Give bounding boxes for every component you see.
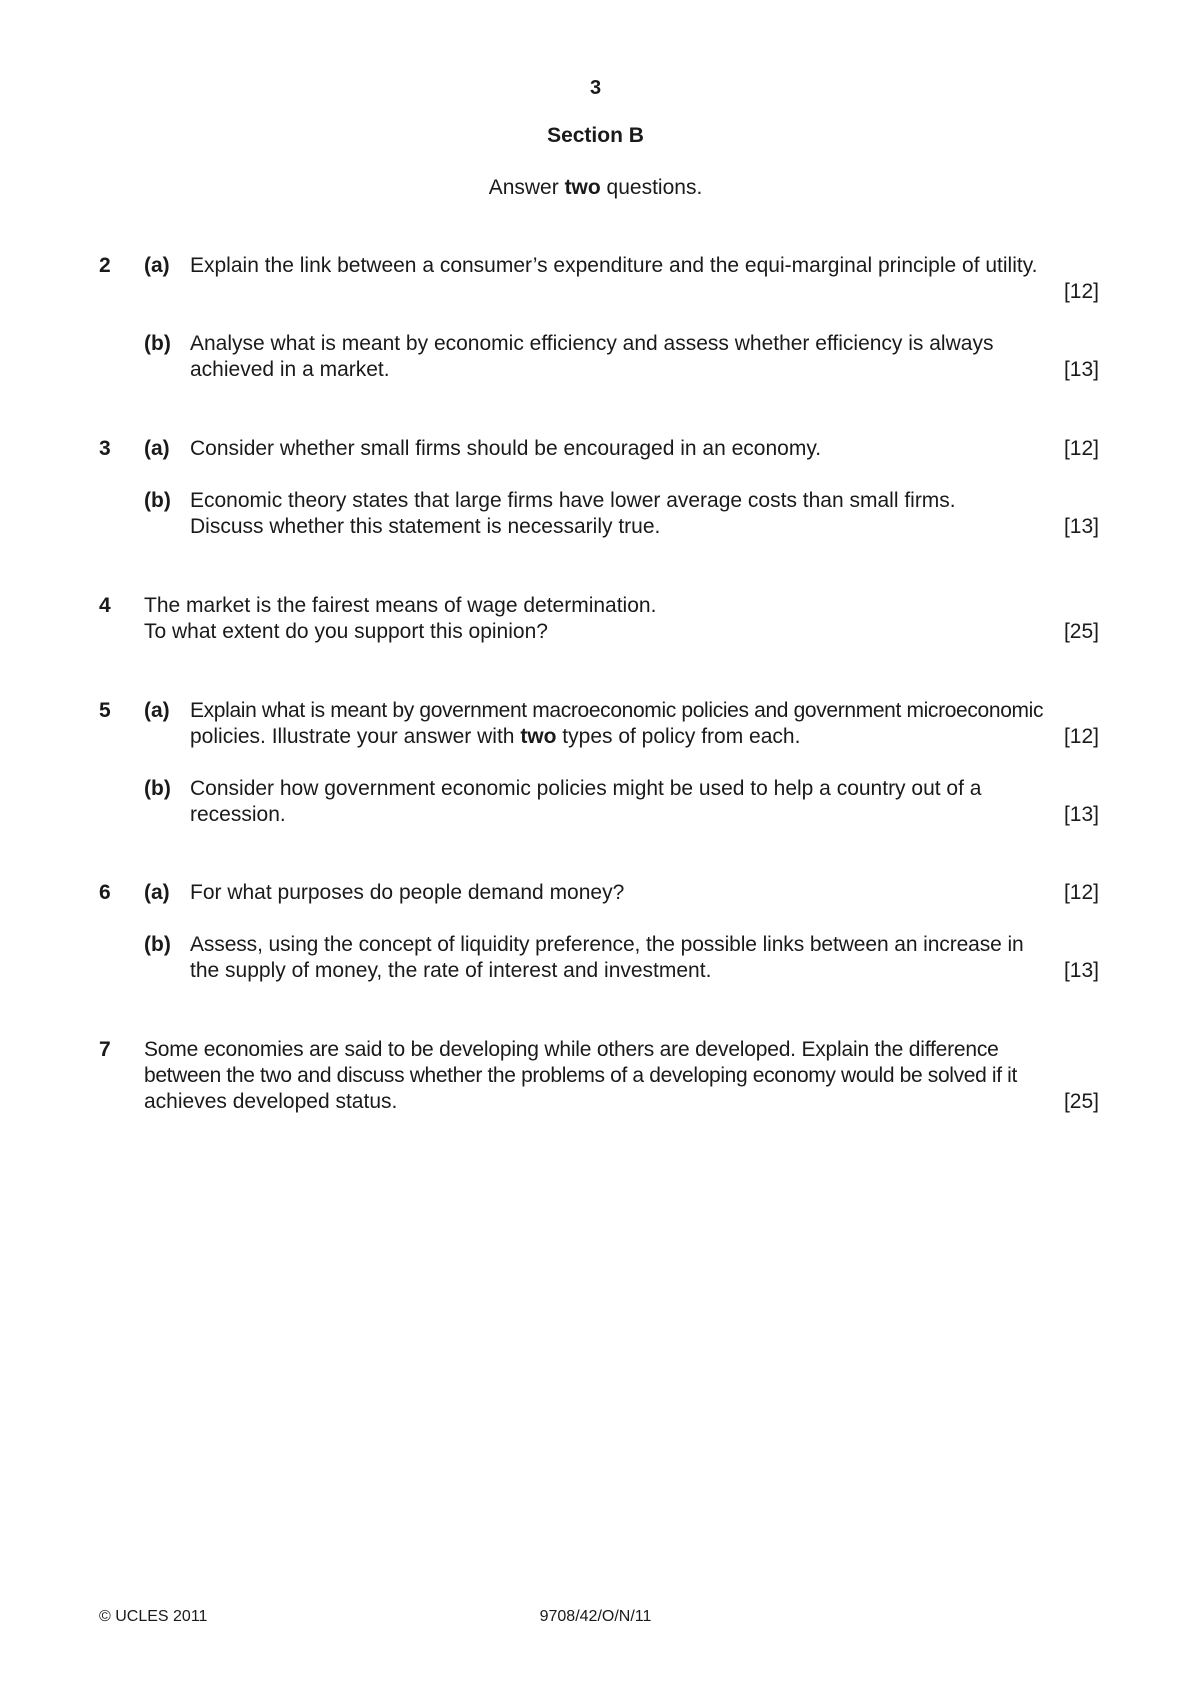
part-text — [190, 488, 1099, 540]
part-text-line: Analyse what is meant by economic efficiency and assess whether efficiency is always — [190, 332, 994, 355]
question-4 — [99, 593, 1099, 645]
text-segment: policies. Illustrate your answer with — [190, 725, 521, 748]
marks: [13] — [1063, 959, 1099, 982]
instruction-after: questions. — [600, 176, 703, 199]
part-text-line: recession. — [190, 803, 286, 826]
marks: [12] — [1063, 280, 1099, 303]
question-3 — [99, 436, 1099, 540]
part-text — [190, 253, 1099, 305]
part-text — [190, 436, 1099, 462]
part-label: (a) — [144, 881, 170, 904]
part-label: (a) — [144, 254, 170, 277]
part-label: (b) — [144, 332, 171, 355]
part-text — [190, 776, 1099, 828]
marks: [13] — [1063, 515, 1099, 538]
part-text-line: Explain the link between a consumer’s expenditure and the equi-marginal principle of utility. — [190, 254, 1038, 277]
part-label: (b) — [144, 489, 171, 512]
question-number: 3 — [99, 437, 111, 460]
part-text-line: Consider whether small firms should be encouraged in an economy. — [190, 437, 822, 460]
question-5 — [99, 698, 1099, 828]
part-text-line: Consider how government economic policies might be used to help a country out of a — [190, 777, 982, 800]
question-2 — [99, 253, 1099, 383]
question-part-a — [99, 698, 1099, 750]
question-number: 4 — [99, 594, 111, 617]
question-text-line: between the two and discuss whether the problems of a developing economy would be solved if it — [144, 1064, 1017, 1087]
instruction-bold: two — [564, 176, 601, 199]
part-text-line: For what purposes do people demand money? — [190, 881, 625, 904]
marks: [13] — [1063, 358, 1099, 381]
part-text-line: Assess, using the concept of liquidity preference, the possible links between an increase in — [190, 933, 1024, 956]
question-number: 2 — [99, 254, 111, 277]
marks: [13] — [1063, 803, 1099, 826]
instruction-before: Answer — [488, 176, 565, 199]
part-text — [190, 698, 1099, 750]
footer-paper-code: 9708/42/O/N/11 — [539, 1608, 652, 1625]
question-text-line: To what extent do you support this opinion? — [144, 620, 548, 643]
question-7 — [99, 1037, 1099, 1115]
question-text — [144, 593, 1099, 645]
part-text-line: Explain what is meant by government macroeconomic policies and government microeconomic — [190, 699, 1044, 722]
part-label: (b) — [144, 777, 171, 800]
marks: [12] — [1063, 881, 1099, 904]
question-text-line: Some economies are said to be developing while others are developed. Explain the difference — [144, 1038, 999, 1061]
question-number: 7 — [99, 1038, 111, 1061]
text-segment: types of policy from each. — [556, 725, 801, 748]
question-part-b — [99, 488, 1099, 540]
question-6 — [99, 880, 1099, 984]
part-label: (b) — [144, 933, 171, 956]
question-part-b — [99, 331, 1099, 383]
footer-copyright: © UCLES 2011 — [99, 1608, 208, 1625]
part-text-line: the supply of money, the rate of interest and investment. — [190, 959, 712, 982]
marks: [25] — [1063, 1090, 1099, 1113]
marks: [12] — [1063, 725, 1099, 748]
question-part-a — [99, 880, 1099, 906]
part-text — [190, 331, 1099, 383]
question-number: 6 — [99, 881, 111, 904]
part-text-line — [190, 724, 1048, 750]
part-text-line: Economic theory states that large firms have lower average costs than small firms. — [190, 489, 956, 512]
question-number: 5 — [99, 699, 111, 722]
part-label: (a) — [144, 437, 170, 460]
section-title: Section B — [547, 124, 644, 147]
part-text-line: achieved in a market. — [190, 358, 390, 381]
question-part-a — [99, 253, 1099, 305]
question-part-b — [99, 776, 1099, 828]
marks: [12] — [1063, 437, 1099, 460]
part-text — [190, 880, 1099, 906]
part-label: (a) — [144, 699, 170, 722]
question-text-line: The market is the fairest means of wage determination. — [144, 594, 657, 617]
page-number: 3 — [589, 77, 602, 99]
question-part-a — [99, 436, 1099, 462]
part-text-line: Discuss whether this statement is necessarily true. — [190, 515, 661, 538]
text-emphasis: two — [520, 725, 557, 748]
question-text — [144, 1037, 1099, 1115]
question-text-line: achieves developed status. — [144, 1090, 398, 1113]
marks: [25] — [1063, 620, 1099, 643]
part-text — [190, 932, 1099, 984]
instruction — [0, 176, 1191, 200]
question-part-b — [99, 932, 1099, 984]
